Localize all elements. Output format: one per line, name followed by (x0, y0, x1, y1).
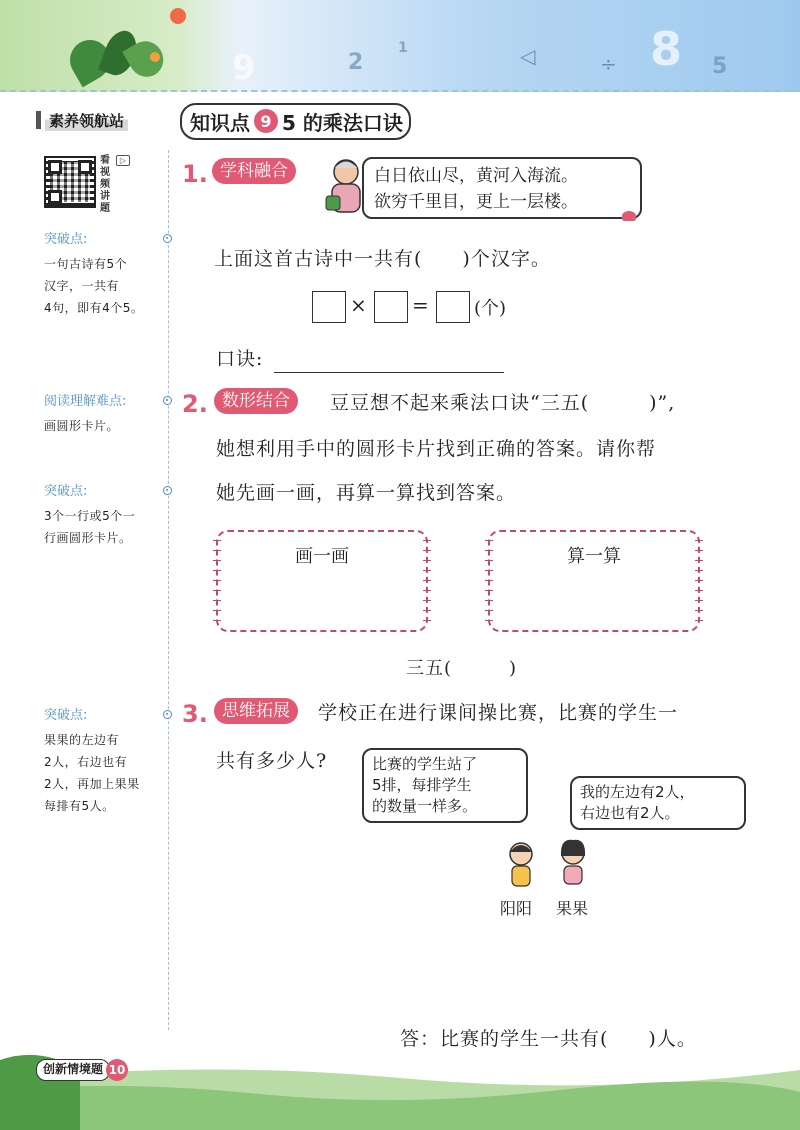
note-text: 一句古诗有5个 汉字，一共有 4句，即有4个5。 (44, 257, 144, 315)
kid-name-guoguo: 果果 (556, 899, 589, 918)
box-tick (695, 580, 703, 581)
box-tick (213, 550, 221, 551)
kid-name-yangyang: 阳阳 (500, 899, 533, 918)
box-tick (485, 570, 493, 571)
note-title: 突破点: (44, 232, 88, 247)
box-tick (695, 600, 703, 601)
banner-number: 9 (232, 48, 256, 88)
note-text: 3个一行或5个一 行画圆形卡片。 (44, 509, 136, 545)
box-tick (213, 570, 221, 571)
equals-sign: = (412, 293, 429, 317)
note-bullet-icon (163, 396, 172, 405)
sidebar-note (44, 704, 164, 817)
box-tick (695, 620, 703, 621)
banner-number: 2 (348, 50, 364, 75)
calculate-box-title: 算一算 (567, 546, 621, 567)
question-3-text: 学校正在进行课间操比赛，比赛的学生一 (318, 702, 679, 724)
box-tick (485, 620, 493, 621)
note-text: 画圆形卡片。 (44, 419, 120, 433)
box-tick (485, 540, 493, 541)
sidebar-title: 素养领航站 (36, 110, 128, 131)
question-1-tag: 学科融合 (212, 158, 296, 184)
section-label-box (180, 103, 411, 140)
box-tick (213, 590, 221, 591)
bar-icon (36, 111, 41, 129)
box-tick (485, 610, 493, 611)
section-title: 5 的乘法口诀 (282, 110, 403, 135)
kou-jue-label: 口诀: (216, 348, 264, 370)
poet-illustration-icon (324, 156, 366, 218)
box-tick (695, 610, 703, 611)
question-2-text: 豆豆想不起来乘法口诀“三五( )”, (330, 392, 676, 414)
calculate-box[interactable] (488, 530, 700, 632)
question-2-text: 她想利用手中的圆形卡片找到正确的答案。请你帮 (216, 438, 657, 460)
question-2-number: 2. (182, 390, 208, 418)
answer-box[interactable] (436, 291, 470, 323)
section-heading (180, 104, 411, 138)
note-title: 突破点: (44, 484, 88, 499)
triangle-icon: ◁ (520, 44, 536, 68)
draw-box-title: 画一画 (295, 546, 349, 567)
box-tick (485, 580, 493, 581)
note-text: 果果的左边有 2人，右边也有 2人，再加上果果 每排有5人。 (44, 733, 140, 813)
question-3-answer: 答：比赛的学生一共有( )人。 (400, 1028, 697, 1050)
flower-icon (150, 52, 160, 62)
box-tick (213, 540, 221, 541)
box-tick (423, 540, 431, 541)
question-2-tag: 数形结合 (214, 388, 298, 414)
box-tick (423, 600, 431, 601)
banner-number: 5 (712, 54, 728, 79)
box-tick (423, 560, 431, 561)
flower-icon (170, 8, 186, 24)
note-title: 阅读理解难点: (44, 394, 127, 409)
box-tick (213, 620, 221, 621)
box-tick (423, 570, 431, 571)
box-tick (423, 610, 431, 611)
box-tick (485, 560, 493, 561)
answer-box[interactable] (312, 291, 346, 323)
sidebar-note (44, 390, 164, 437)
box-tick (423, 620, 431, 621)
section-label: 知识点 (190, 110, 250, 135)
banner-number: 8 (650, 22, 683, 76)
sidebar-note (44, 480, 164, 549)
box-tick (695, 540, 703, 541)
divide-icon: ÷ (600, 52, 617, 76)
section-number-badge: 9 (254, 109, 278, 133)
box-tick (213, 580, 221, 581)
footer-page-tag (36, 1058, 128, 1082)
kou-jue-answer-line[interactable] (274, 372, 504, 373)
banner-number: 1 (398, 40, 408, 56)
draw-box[interactable] (216, 530, 428, 632)
butterfly-icon (622, 211, 636, 221)
page-number: 10 (106, 1059, 128, 1081)
box-tick (695, 570, 703, 571)
poem-box (362, 157, 642, 219)
footer-label: 创新情境题 (36, 1059, 110, 1081)
box-tick (423, 550, 431, 551)
banner-divider (0, 90, 800, 92)
question-1-text: 上面这首古诗中一共有( )个汉字。 (214, 248, 551, 270)
box-tick (485, 550, 493, 551)
question-2-text: 她先画一画，再算一算找到答案。 (216, 482, 517, 504)
poem-line: 欲穷千里目，更上一层楼。 (374, 192, 578, 212)
qr-label: 看 视 频 讲 题 (100, 155, 110, 214)
question-1-number: 1. (182, 160, 208, 188)
box-tick (423, 580, 431, 581)
header-banner (0, 0, 800, 92)
box-tick (695, 590, 703, 591)
note-bullet-icon (163, 486, 172, 495)
sidebar-divider (168, 150, 169, 1030)
question-3-text: 共有多少人? (216, 750, 328, 772)
sidebar-note (44, 228, 164, 319)
box-tick (485, 590, 493, 591)
qr-code[interactable] (44, 156, 96, 208)
girl-illustration-icon (556, 836, 590, 888)
question-2-answer: 三五( ) (406, 658, 518, 679)
box-tick (485, 600, 493, 601)
poem-line: 白日依山尽，黄河入海流。 (374, 166, 578, 186)
box-tick (213, 560, 221, 561)
box-tick (213, 600, 221, 601)
note-title: 突破点: (44, 708, 88, 723)
note-bullet-icon (163, 710, 172, 719)
question-3-tag: 思维拓展 (214, 698, 298, 724)
box-tick (213, 610, 221, 611)
times-sign: × (350, 293, 367, 317)
box-tick (423, 590, 431, 591)
boy-illustration-icon (504, 838, 538, 890)
speech-bubble-yangyang: 比赛的学生站了 5排，每排学生 的数量一样多。 (362, 748, 528, 823)
unit-label: (个) (474, 298, 507, 319)
note-bullet-icon (163, 234, 172, 243)
speech-bubble-guoguo: 我的左边有2人， 右边也有2人。 (570, 776, 746, 830)
box-tick (695, 560, 703, 561)
answer-box[interactable] (374, 291, 408, 323)
play-icon[interactable]: ▷ (116, 155, 130, 166)
box-tick (695, 550, 703, 551)
question-3-number: 3. (182, 700, 208, 728)
